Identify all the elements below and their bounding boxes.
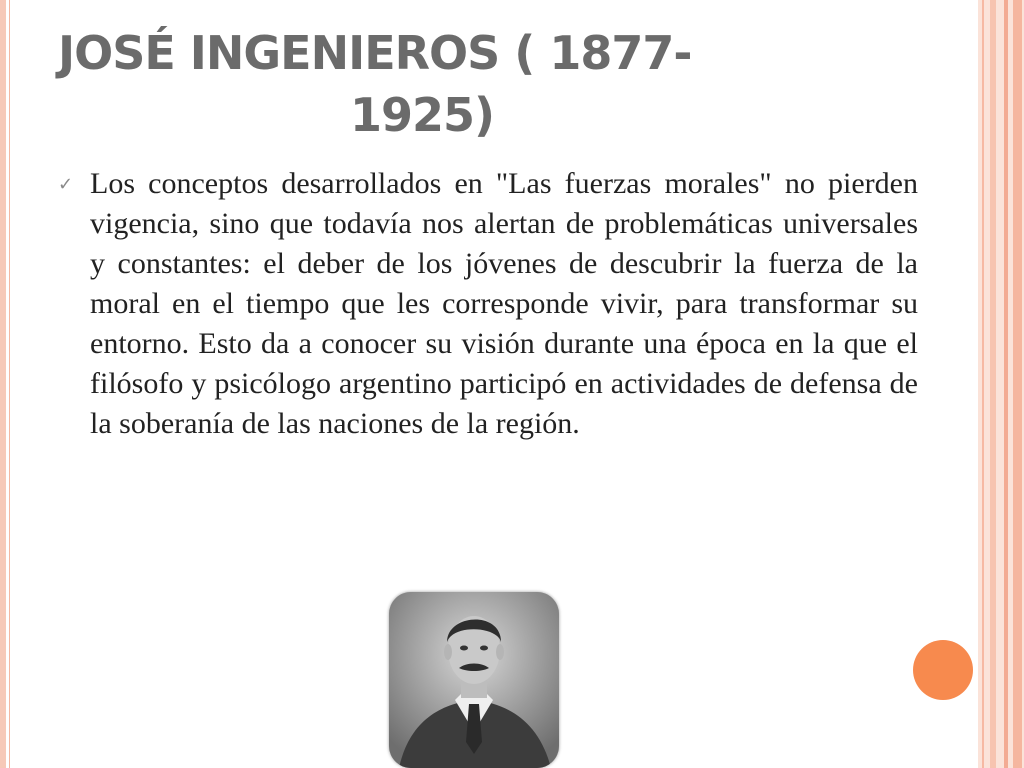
checkmark-icon: ✓ — [58, 174, 74, 195]
title-line-1: JOSÉ INGENIEROS ( 1877- — [58, 26, 692, 80]
title-line-2: 1925) — [350, 88, 495, 142]
left-border-line — [0, 0, 6, 768]
right-stripe — [982, 0, 984, 768]
slide-title — [58, 22, 838, 146]
bullet-paragraph: Los conceptos desarrollados en "Las fuerzas morales" no pierden vigencia, sino que todavía nos alertan de problemáticas universales y constantes: el deber de los jóvenes de descubrir la fuerza de la moral en el tiempo que les corresponde vivir, para transformar su entorno. Esto da a conocer su visión durante una época en la que el filósofo y psicólogo argentino participó en actividades de defensa de la soberanía de las naciones de la región. — [90, 167, 918, 440]
orange-circle-decoration — [913, 640, 973, 700]
left-border-decoration — [0, 0, 14, 768]
right-stripe — [1004, 0, 1008, 768]
right-stripe — [990, 0, 996, 768]
portrait-photo — [389, 592, 559, 768]
left-border-thin-line — [9, 0, 10, 768]
right-stripe — [1013, 0, 1022, 768]
bullet-item — [58, 164, 918, 444]
